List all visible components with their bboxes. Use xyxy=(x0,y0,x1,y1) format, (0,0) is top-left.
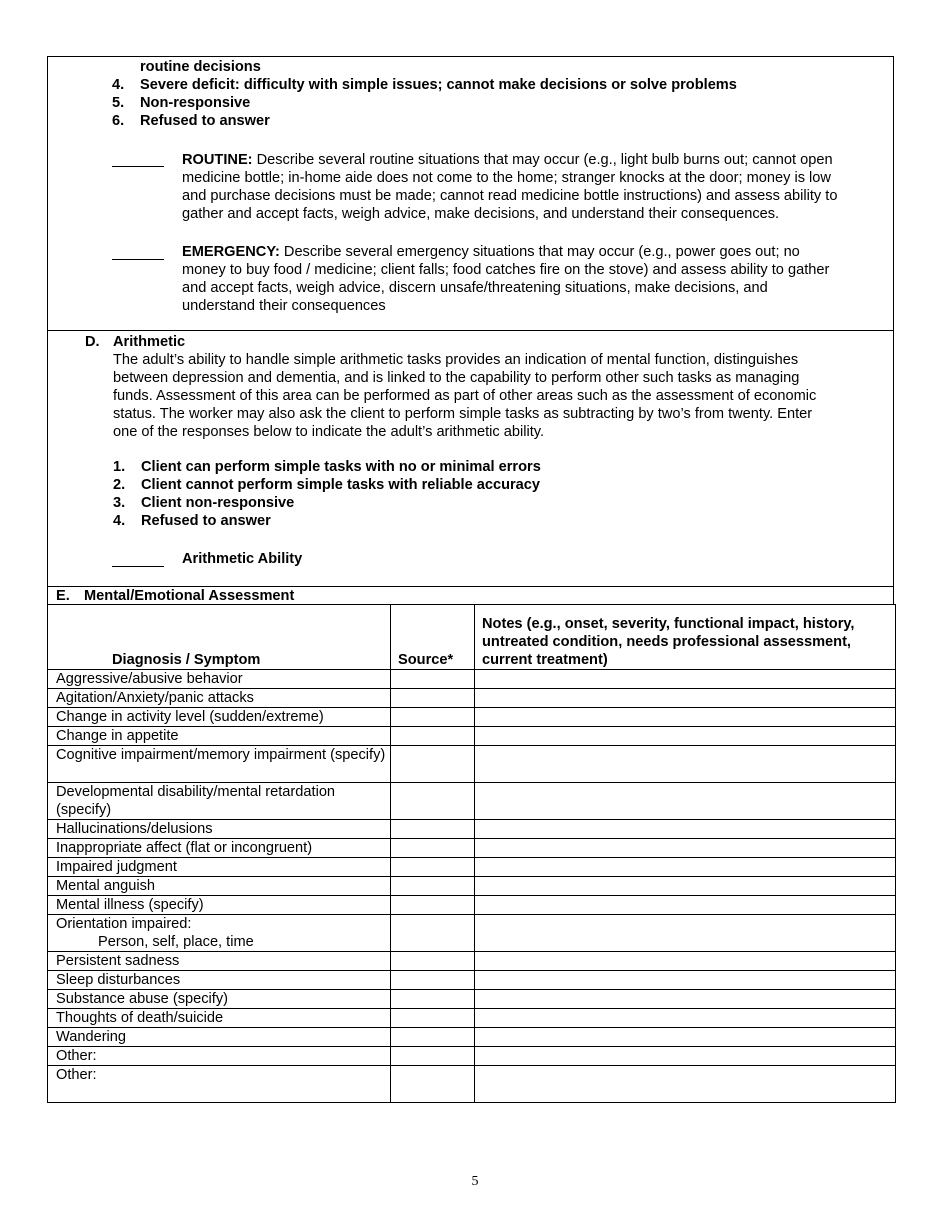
section-letter: E. xyxy=(56,588,70,604)
routine-label: ROUTINE: xyxy=(182,152,253,168)
table-header-row xyxy=(48,605,896,670)
table-row xyxy=(48,746,896,783)
symptom-label: Change in appetite xyxy=(56,728,179,744)
symptom-cell xyxy=(48,839,391,858)
table-row xyxy=(48,877,896,896)
table-row xyxy=(48,990,896,1009)
notes-cell[interactable] xyxy=(475,952,896,971)
decision-making-section xyxy=(47,56,894,331)
symptom-cell xyxy=(48,915,391,952)
source-cell[interactable] xyxy=(391,839,475,858)
symptom-cell xyxy=(48,1066,391,1103)
symptom-label: Developmental disability/mental retardation (specify) xyxy=(56,784,336,818)
option-number: 4. xyxy=(112,77,125,93)
notes-header-line: untreated condition, needs professional assessment, xyxy=(482,634,851,650)
table-row xyxy=(48,1009,896,1028)
source-cell[interactable] xyxy=(391,971,475,990)
table-row xyxy=(48,952,896,971)
source-cell[interactable] xyxy=(391,727,475,746)
diagnosis-header: Diagnosis / Symptom xyxy=(48,605,391,670)
symptom-label: Agitation/Anxiety/panic attacks xyxy=(56,690,254,706)
table-row xyxy=(48,1066,896,1103)
table-row xyxy=(48,971,896,990)
symptom-label: Other: xyxy=(56,1048,97,1064)
notes-cell[interactable] xyxy=(475,689,896,708)
description-line: status. The worker may also ask the client to perform simple tasks as subtracting by two’s from twenty. Enter xyxy=(113,406,813,422)
source-cell[interactable] xyxy=(391,915,475,952)
emergency-line: and accept facts, weigh advice, discern unsafe/threatening situations, make decisions, and xyxy=(182,280,768,296)
option-number: 2. xyxy=(113,477,126,493)
source-cell[interactable] xyxy=(391,858,475,877)
symptom-label: Impaired judgment xyxy=(56,859,177,875)
notes-cell[interactable] xyxy=(475,820,896,839)
notes-cell[interactable] xyxy=(475,783,896,820)
option-number: 3. xyxy=(113,495,126,511)
notes-cell[interactable] xyxy=(475,896,896,915)
symptom-label: Mental illness (specify) xyxy=(56,897,204,913)
symptom-cell xyxy=(48,1047,391,1066)
option-number: 1. xyxy=(113,459,126,475)
emergency-line: money to buy food / medicine; client falls; food catches fire on the stove) and assess ability to gather xyxy=(182,262,830,278)
symptom-cell xyxy=(48,820,391,839)
symptom-cell xyxy=(48,877,391,896)
option-text: Non-responsive xyxy=(140,95,251,111)
table-row xyxy=(48,1028,896,1047)
source-cell[interactable] xyxy=(391,1047,475,1066)
source-cell[interactable] xyxy=(391,746,475,783)
symptom-label: Sleep disturbances xyxy=(56,972,181,988)
symptom-cell xyxy=(48,746,391,783)
option-text: Severe deficit: difficulty with simple issues; cannot make decisions or solve problems xyxy=(140,77,737,93)
page-number: 5 xyxy=(471,1174,479,1189)
symptom-label: Wandering xyxy=(56,1029,127,1045)
source-cell[interactable] xyxy=(391,689,475,708)
source-cell[interactable] xyxy=(391,952,475,971)
table-body xyxy=(48,670,896,1103)
symptom-label: Thoughts of death/suicide xyxy=(56,1010,224,1026)
symptom-label: Hallucinations/delusions xyxy=(56,821,213,837)
notes-header xyxy=(475,605,896,670)
symptom-cell xyxy=(48,1009,391,1028)
mental-emotional-table xyxy=(47,604,896,1103)
table-row xyxy=(48,783,896,820)
table-row xyxy=(48,689,896,708)
symptom-cell xyxy=(48,727,391,746)
symptom-cell xyxy=(48,990,391,1009)
arithmetic-section xyxy=(47,330,894,587)
description-line: The adult’s ability to handle simple arithmetic tasks provides an indication of mental function, distinguishes xyxy=(113,352,799,368)
source-cell[interactable] xyxy=(391,896,475,915)
option-text: Refused to answer xyxy=(141,513,271,529)
symptom-label: Change in activity level (sudden/extreme) xyxy=(56,709,324,725)
notes-cell[interactable] xyxy=(475,990,896,1009)
description-line: one of the responses below to indicate the adult’s arithmetic ability. xyxy=(113,424,545,440)
arithmetic-description xyxy=(113,351,816,441)
notes-cell[interactable] xyxy=(475,708,896,727)
source-cell[interactable] xyxy=(391,877,475,896)
option-number: 5. xyxy=(112,95,125,111)
emergency-line: Describe several emergency situations that may occur (e.g., power goes out; no xyxy=(279,244,800,260)
option-text: Refused to answer xyxy=(140,113,270,129)
field-label: Arithmetic Ability xyxy=(182,551,303,567)
notes-cell[interactable] xyxy=(475,971,896,990)
table-row xyxy=(48,839,896,858)
arithmetic-answer-blank[interactable] xyxy=(112,566,164,567)
table-row xyxy=(48,858,896,877)
arithmetic-ability-label xyxy=(182,550,302,568)
routine-line: medicine bottle; in-home aide does not come to the home; stranger knocks at the door; money is low xyxy=(182,170,831,186)
symptom-cell xyxy=(48,952,391,971)
routine-answer-blank[interactable] xyxy=(112,166,164,167)
source-cell[interactable] xyxy=(391,670,475,689)
carryover-text xyxy=(140,58,261,76)
symptom-label: Mental anguish xyxy=(56,878,155,894)
symptom-cell xyxy=(48,708,391,727)
description-line: funds. Assessment of this area can be performed as part of other areas such as the assessment of economic xyxy=(113,388,817,404)
source-cell[interactable] xyxy=(391,1066,475,1103)
table-row xyxy=(48,915,896,952)
mental-emotional-heading xyxy=(47,586,894,605)
table-row xyxy=(48,820,896,839)
routine-line: gather and accept facts, weigh advice, make decisions, and understand their consequences. xyxy=(182,206,780,222)
notes-cell[interactable] xyxy=(475,877,896,896)
notes-cell[interactable] xyxy=(475,727,896,746)
symptom-label: Persistent sadness xyxy=(56,953,180,969)
source-cell[interactable] xyxy=(391,990,475,1009)
source-cell[interactable] xyxy=(391,783,475,820)
section-title: Mental/Emotional Assessment xyxy=(84,588,295,604)
notes-cell[interactable] xyxy=(475,1028,896,1047)
source-header: Source* xyxy=(391,605,475,670)
notes-cell[interactable] xyxy=(475,1066,896,1103)
symptom-cell xyxy=(48,971,391,990)
emergency-paragraph xyxy=(182,243,829,315)
option-text: Client non-responsive xyxy=(141,495,295,511)
emergency-answer-blank[interactable] xyxy=(112,259,164,260)
notes-cell[interactable] xyxy=(475,839,896,858)
symptom-cell xyxy=(48,670,391,689)
routine-line: and purchase decisions must be made; cannot read medicine bottle instructions) and assess ability to xyxy=(182,188,838,204)
symptom-cell xyxy=(48,783,391,820)
notes-cell[interactable] xyxy=(475,858,896,877)
option-text: Client cannot perform simple tasks with reliable accuracy xyxy=(141,477,541,493)
source-cell[interactable] xyxy=(391,820,475,839)
notes-cell[interactable] xyxy=(475,746,896,783)
notes-header-line: Notes (e.g., onset, severity, functional impact, history, xyxy=(482,616,855,632)
symptom-label: Other: xyxy=(56,1067,97,1083)
emergency-line: understand their consequences xyxy=(182,298,386,314)
symptom-label: Cognitive impairment/memory impairment (specify) xyxy=(56,747,386,763)
orientation-sub-label: Person, self, place, time xyxy=(98,934,254,950)
table-row xyxy=(48,670,896,689)
section-letter: D. xyxy=(85,334,100,350)
emergency-label: EMERGENCY: xyxy=(182,244,280,260)
routine-line: Describe several routine situations that may occur (e.g., light bulb burns out; cannot open xyxy=(252,152,833,168)
symptom-cell xyxy=(48,858,391,877)
notes-cell[interactable] xyxy=(475,915,896,952)
table-row xyxy=(48,708,896,727)
table-row xyxy=(48,1047,896,1066)
option-number: 6. xyxy=(112,113,125,129)
notes-cell[interactable] xyxy=(475,1047,896,1066)
notes-header-line: current treatment) xyxy=(482,652,608,668)
carryover-label: routine decisions xyxy=(140,59,261,75)
option-text: Client can perform simple tasks with no or minimal errors xyxy=(141,459,541,475)
description-line: between depression and dementia, and is linked to the capability to perform other such tasks as managing xyxy=(113,370,800,386)
symptom-cell xyxy=(48,1028,391,1047)
table-row xyxy=(48,896,896,915)
source-cell[interactable] xyxy=(391,1028,475,1047)
symptom-label: Orientation impaired: xyxy=(56,916,192,932)
symptom-label: Aggressive/abusive behavior xyxy=(56,671,243,687)
notes-cell[interactable] xyxy=(475,1009,896,1028)
symptom-label: Inappropriate affect (flat or incongruent) xyxy=(56,840,313,856)
source-cell[interactable] xyxy=(391,1009,475,1028)
symptom-cell xyxy=(48,896,391,915)
symptom-cell xyxy=(48,689,391,708)
symptom-label: Substance abuse (specify) xyxy=(56,991,228,1007)
notes-cell[interactable] xyxy=(475,670,896,689)
source-cell[interactable] xyxy=(391,708,475,727)
table-row xyxy=(48,727,896,746)
section-title: Arithmetic xyxy=(113,334,186,350)
routine-paragraph xyxy=(182,151,837,223)
option-number: 4. xyxy=(113,513,126,529)
